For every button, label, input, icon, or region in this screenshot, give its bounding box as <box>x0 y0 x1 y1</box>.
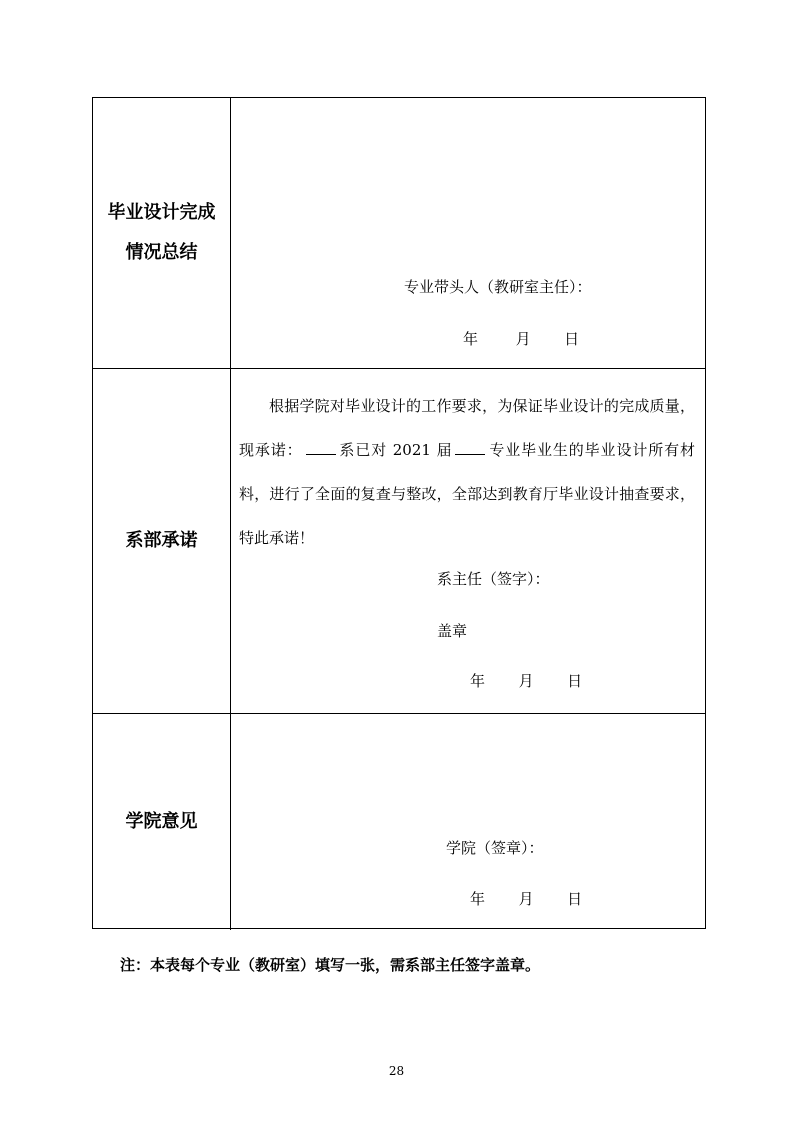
department-commitment-row <box>93 368 705 714</box>
commitment-paragraph: 根据学院对毕业设计的工作要求，为保证毕业设计的完成质量，现承诺： 系已对 2021 届 专业毕业生的毕业设计所有材料，进行了全面的复查与整改，全部达到教育厅毕业设计抽查要求，特此承诺！ <box>239 397 695 547</box>
seal-label: 盖章 <box>437 622 468 640</box>
completion-summary-label <box>93 98 231 368</box>
label-line: 情况总结 <box>125 242 198 263</box>
completion-summary-row <box>93 98 705 369</box>
college-opinion-content[interactable] <box>231 713 705 930</box>
college-opinion-row <box>93 713 705 930</box>
form-table <box>92 97 706 929</box>
year-label: 年 <box>463 330 479 348</box>
department-blank[interactable] <box>306 440 336 455</box>
month-label: 月 <box>518 890 534 908</box>
day-label: 日 <box>567 672 583 690</box>
college-opinion-label <box>93 713 231 930</box>
year-label: 年 <box>470 672 486 690</box>
month-label: 月 <box>518 672 534 690</box>
college-signature-label: 学院（签章）： <box>446 839 544 857</box>
signer-label: 专业带头人（教研室主任）： <box>404 278 592 296</box>
page-number: 28 <box>388 1064 405 1078</box>
dept-head-signature-label: 系主任（签字）： <box>437 570 550 588</box>
date-line <box>470 888 582 909</box>
year-label: 年 <box>470 890 486 908</box>
label-line: 学院意见 <box>125 810 198 832</box>
date-line <box>463 328 579 349</box>
day-label: 日 <box>564 330 580 348</box>
label-line: 系部承诺 <box>125 529 198 551</box>
department-commitment-content <box>231 368 705 713</box>
completion-summary-content[interactable] <box>231 98 705 368</box>
department-commitment-label <box>93 368 231 713</box>
date-line <box>470 670 582 691</box>
footnote: 注：本表每个专业（教研室）填写一张，需系部主任签字盖章。 <box>120 956 541 974</box>
label-line: 毕业设计完成 <box>107 202 216 223</box>
major-blank[interactable] <box>455 440 485 455</box>
day-label: 日 <box>567 890 583 908</box>
month-label: 月 <box>515 330 531 348</box>
